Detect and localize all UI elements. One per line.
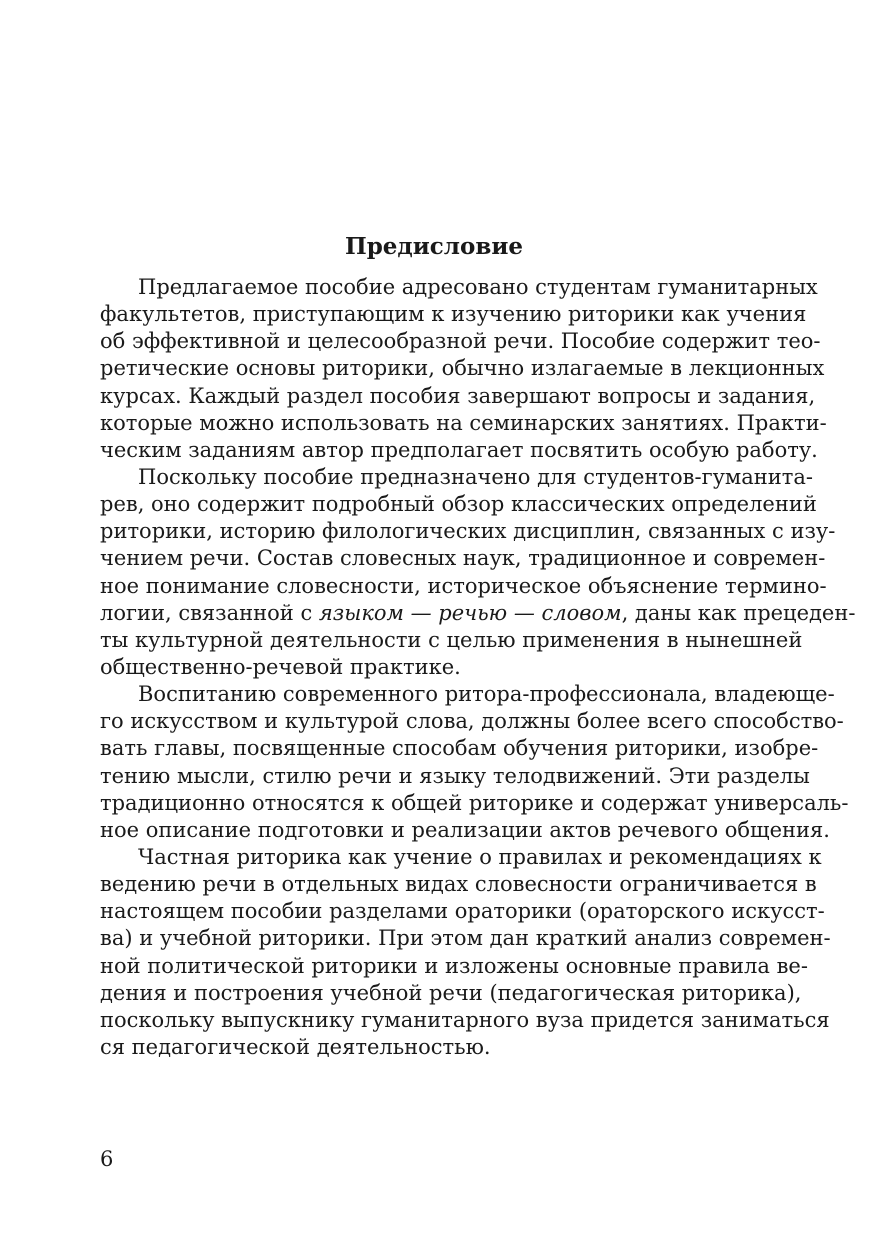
text-line: чением речи. Состав словесных наук, традиционное и современ- xyxy=(100,546,826,571)
text-line: ной политической риторики и изложены основные правила ве- xyxy=(100,953,808,978)
page-title: Предисловие xyxy=(344,233,524,260)
text-line: Воспитанию современного ритора-профессионала, владеюще- xyxy=(138,682,835,707)
text-line: Предлагаемое пособие адресовано студентам гуманитарных xyxy=(138,275,818,299)
text-line: Поскольку пособие предназначено для студентов-гуманита- xyxy=(138,464,814,489)
text-segment: , даны как прецеден- xyxy=(621,600,856,625)
text-line-mixed xyxy=(100,600,856,627)
text-line: тению мысли, стилю речи и языку телодвижений. Эти разделы xyxy=(100,763,810,788)
text-line: ное понимание словесности, историческое объяснение термино- xyxy=(100,573,827,598)
text-line: вать главы, посвященные способам обучения риторики, изобре- xyxy=(100,736,819,761)
text-line: об эффективной и целесообразной речи. Пособие содержит тео- xyxy=(100,329,821,354)
text-line: ретические основы риторики, обычно излагаемые в лекционных xyxy=(100,356,825,381)
text-line: ное описание подготовки и реализации актов речевого общения. xyxy=(100,817,830,842)
text-line: дения и построения учебной речи (педагогическая риторика), xyxy=(100,980,802,1005)
text-line: ческим заданиям автор предполагает посвятить особую работу. xyxy=(100,437,818,462)
text-line: курсах. Каждый раздел пособия завершают вопросы и задания, xyxy=(100,383,816,408)
text-line: ва) и учебной риторики. При этом дан краткий анализ современ- xyxy=(100,926,831,951)
text-line: ся педагогической деятельностью. xyxy=(100,1034,491,1059)
text-line: ведению речи в отдельных видах словесности ограничивается в xyxy=(100,872,817,897)
body-text xyxy=(100,274,856,1061)
italic-terms: языком — речью — словом xyxy=(318,600,622,625)
text-line: риторики, историю филологических дисциплин, связанных с изу- xyxy=(100,519,836,544)
text-segment: логии, связанной с xyxy=(100,600,319,625)
text-line: которые можно использовать на семинарских занятиях. Практи- xyxy=(100,410,827,435)
text-line: Частная риторика как учение о правилах и рекомендациях к xyxy=(138,844,822,869)
text-line: поскольку выпускнику гуманитарного вуза придется заниматься xyxy=(100,1007,830,1032)
text-line: настоящем пособии разделами ораторики (ораторского искусст- xyxy=(100,899,825,924)
text-line: рев, оно содержит подробный обзор классических определений xyxy=(100,492,817,517)
text-line: факультетов, приступающим к изучению риторики как учения xyxy=(100,302,807,327)
text-line: ты культурной деятельности с целью применения в нынешней xyxy=(100,627,803,652)
text-line: го искусством и культурой слова, должны более всего способство- xyxy=(100,709,844,734)
page-number: 6 xyxy=(100,1147,114,1171)
text-line: общественно-речевой практике. xyxy=(100,654,461,679)
text-line: традиционно относятся к общей риторике и содержат универсаль- xyxy=(100,790,849,815)
